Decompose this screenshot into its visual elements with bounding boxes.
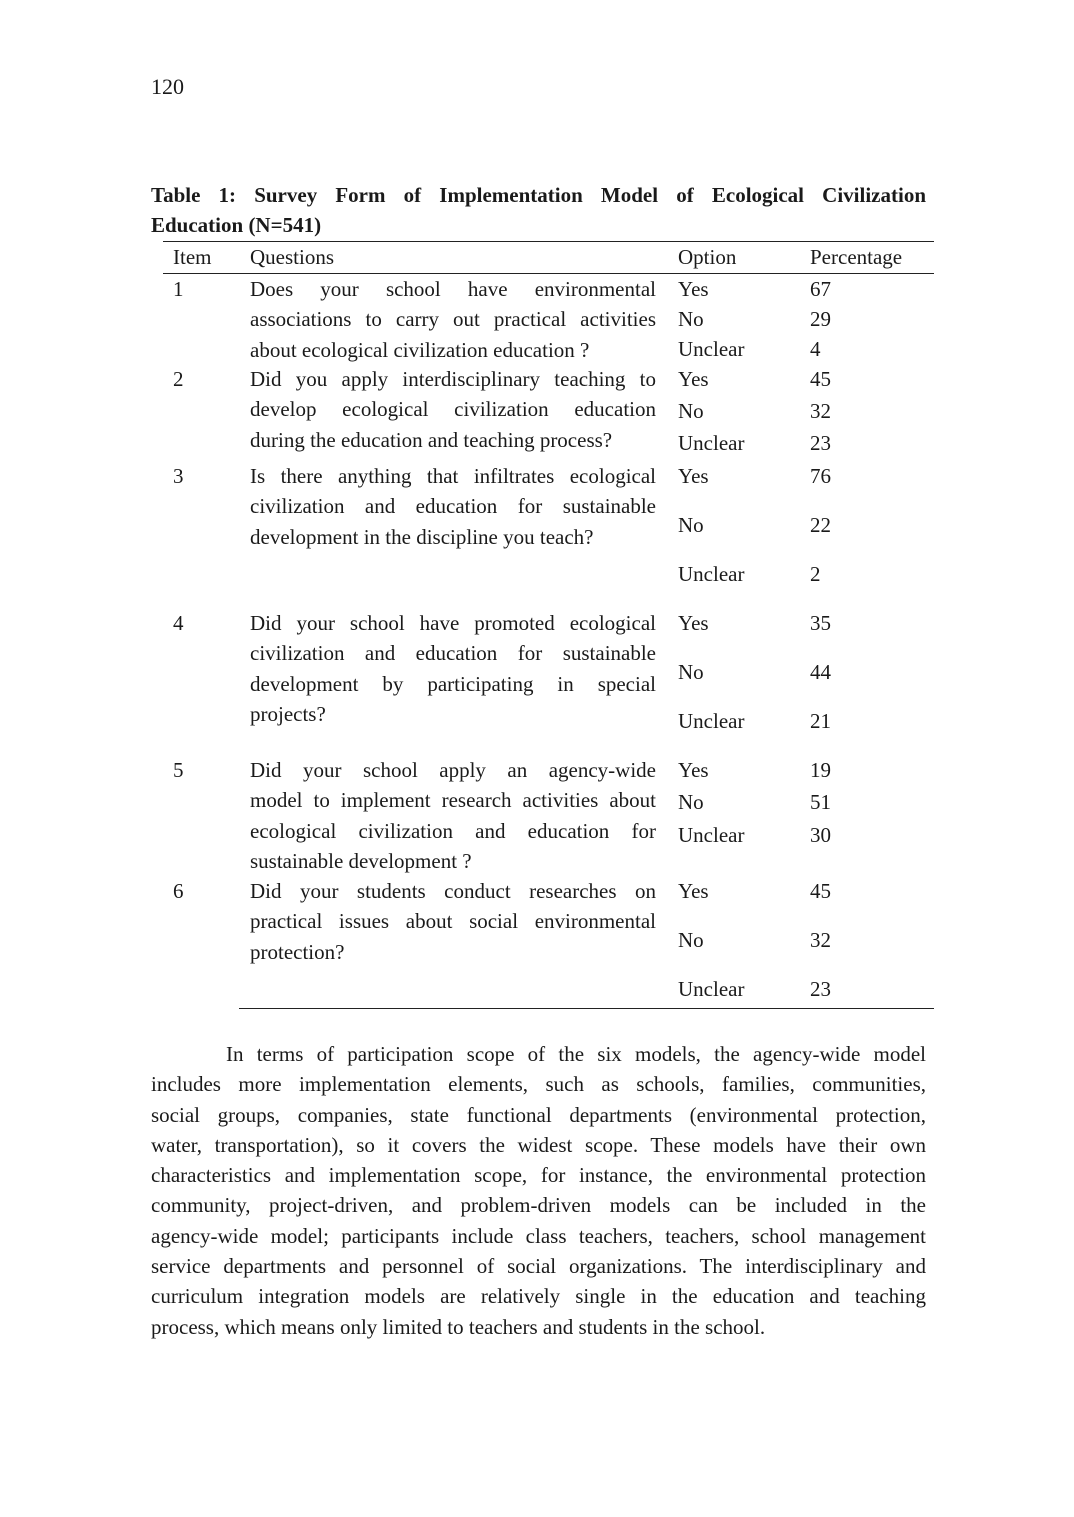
paragraph-line: characteristics and implementation scope, for instance, the environmental protection: [151, 1163, 926, 1188]
row-4-question-line: Did your school have promoted ecological: [250, 611, 656, 635]
table-caption: [151, 180, 926, 240]
row-5-item: 5: [173, 758, 184, 782]
row-5-percentage-yes: 19: [810, 758, 831, 782]
header-percentage: Percentage: [810, 245, 903, 269]
row-2-question-line: Did you apply interdisciplinary teaching to: [250, 367, 656, 391]
row-4-question: [250, 608, 656, 729]
row-5-question-line: Did your school apply an agency-wide: [250, 758, 656, 782]
row-6-item: 6: [173, 879, 184, 903]
row-6-percentage-yes: 45: [810, 879, 831, 903]
row-2-option-unclear: Unclear: [678, 431, 745, 455]
row-1-option-yes: Yes: [678, 277, 709, 301]
table-caption-line-2: Education (N=541): [151, 213, 322, 237]
header-questions: Questions: [250, 245, 334, 269]
row-3-percentage-yes: 76: [810, 464, 831, 488]
row-4-item: 4: [173, 611, 184, 635]
paragraph-line: curriculum integration models are relatively single in the education and teaching: [151, 1284, 926, 1309]
paragraph-line: process, which means only limited to teachers and students in the school.: [151, 1314, 766, 1339]
row-6-question-line: Did your students conduct researches on: [250, 879, 656, 903]
paragraph-line: includes more implementation elements, such as schools, families, communities,: [151, 1072, 926, 1097]
row-4-option-no: No: [678, 660, 704, 684]
row-3-question: [250, 461, 656, 552]
row-3-percentage-no: 22: [810, 513, 831, 537]
row-2-question-line: develop ecological civilization education: [250, 397, 656, 422]
row-3-question-line: civilization and education for sustainable: [250, 494, 656, 519]
row-3-question-line: Is there anything that infiltrates ecological: [250, 464, 656, 488]
row-5-option-unclear: Unclear: [678, 823, 745, 847]
paragraph-line: In terms of participation scope of the six models, the agency-wide model: [226, 1042, 926, 1066]
row-5-question-line: sustainable development ?: [250, 848, 472, 873]
row-5-percentage-unclear: 30: [810, 823, 831, 847]
row-4-question-line: development by participating in special: [250, 671, 656, 696]
row-2-item: 2: [173, 367, 184, 391]
row-3-item: 3: [173, 464, 184, 488]
row-6-percentage-no: 32: [810, 928, 831, 952]
paragraph-line: agency-wide model; participants include class teachers, teachers, school management: [151, 1223, 926, 1248]
row-6-option-unclear: Unclear: [678, 977, 745, 1001]
row-1-question-line: about ecological civilization education ?: [250, 337, 590, 362]
header-option: Option: [678, 245, 737, 269]
row-1-item: 1: [173, 277, 184, 301]
row-6-option-yes: Yes: [678, 879, 709, 903]
row-1-question-line: Does your school have environmental: [250, 277, 656, 301]
paragraph-line: water, transportation), so it covers the widest scope. These models have their own: [151, 1132, 926, 1157]
row-2-percentage-yes: 45: [810, 367, 831, 391]
row-3-question-line: development in the discipline you teach?: [250, 524, 594, 549]
row-1-question-line: associations to carry out practical activities: [250, 307, 656, 332]
row-5-option-yes: Yes: [678, 758, 709, 782]
row-5-percentage-no: 51: [810, 790, 831, 814]
row-2-percentage-no: 32: [810, 399, 831, 423]
row-2-question-line: during the education and teaching process?: [250, 427, 613, 452]
row-4-percentage-no: 44: [810, 660, 831, 684]
row-4-question-line: civilization and education for sustainable: [250, 641, 656, 666]
table-caption-line-1: Table 1: Survey Form of Implementation Model of Ecological Civilization: [151, 183, 926, 207]
table-bottom-rule: [239, 1008, 934, 1009]
row-1-percentage-yes: 67: [810, 277, 831, 301]
row-1-option-unclear: Unclear: [678, 337, 745, 361]
row-4-percentage-unclear: 21: [810, 709, 831, 733]
row-6-question: [250, 876, 656, 967]
row-5-option-no: No: [678, 790, 704, 814]
row-2-percentage-unclear: 23: [810, 431, 831, 455]
row-4-option-yes: Yes: [678, 611, 709, 635]
row-1-option-no: No: [678, 307, 704, 331]
row-6-question-line: practical issues about social environmental: [250, 909, 656, 934]
body-paragraph: [151, 1039, 926, 1342]
row-3-option-yes: Yes: [678, 464, 709, 488]
row-6-percentage-unclear: 23: [810, 977, 831, 1001]
row-3-option-no: No: [678, 513, 704, 537]
page-number: 120: [151, 74, 184, 99]
paragraph-line: service departments and personnel of social organizations. The interdisciplinary and: [151, 1254, 926, 1279]
row-1-percentage-unclear: 4: [810, 337, 821, 361]
row-4-option-unclear: Unclear: [678, 709, 745, 733]
row-5-question-line: model to implement research activities about: [250, 788, 656, 813]
header-item: Item: [173, 245, 212, 269]
paragraph-line: community, project-driven, and problem-driven models can be included in the: [151, 1193, 926, 1218]
row-6-question-line: protection?: [250, 939, 345, 964]
row-3-percentage-unclear: 2: [810, 562, 821, 586]
row-2-question: [250, 364, 656, 455]
paragraph-line: social groups, companies, state functional departments (environmental protection,: [151, 1102, 926, 1127]
row-1-percentage-no: 29: [810, 307, 831, 331]
row-2-option-no: No: [678, 399, 704, 423]
row-4-question-line: projects?: [250, 701, 326, 726]
row-6-option-no: No: [678, 928, 704, 952]
row-2-option-yes: Yes: [678, 367, 709, 391]
row-4-percentage-yes: 35: [810, 611, 831, 635]
row-5-question-line: ecological civilization and education for: [250, 818, 656, 843]
row-5-question: [250, 755, 656, 876]
row-1-question: [250, 274, 656, 365]
row-3-option-unclear: Unclear: [678, 562, 745, 586]
